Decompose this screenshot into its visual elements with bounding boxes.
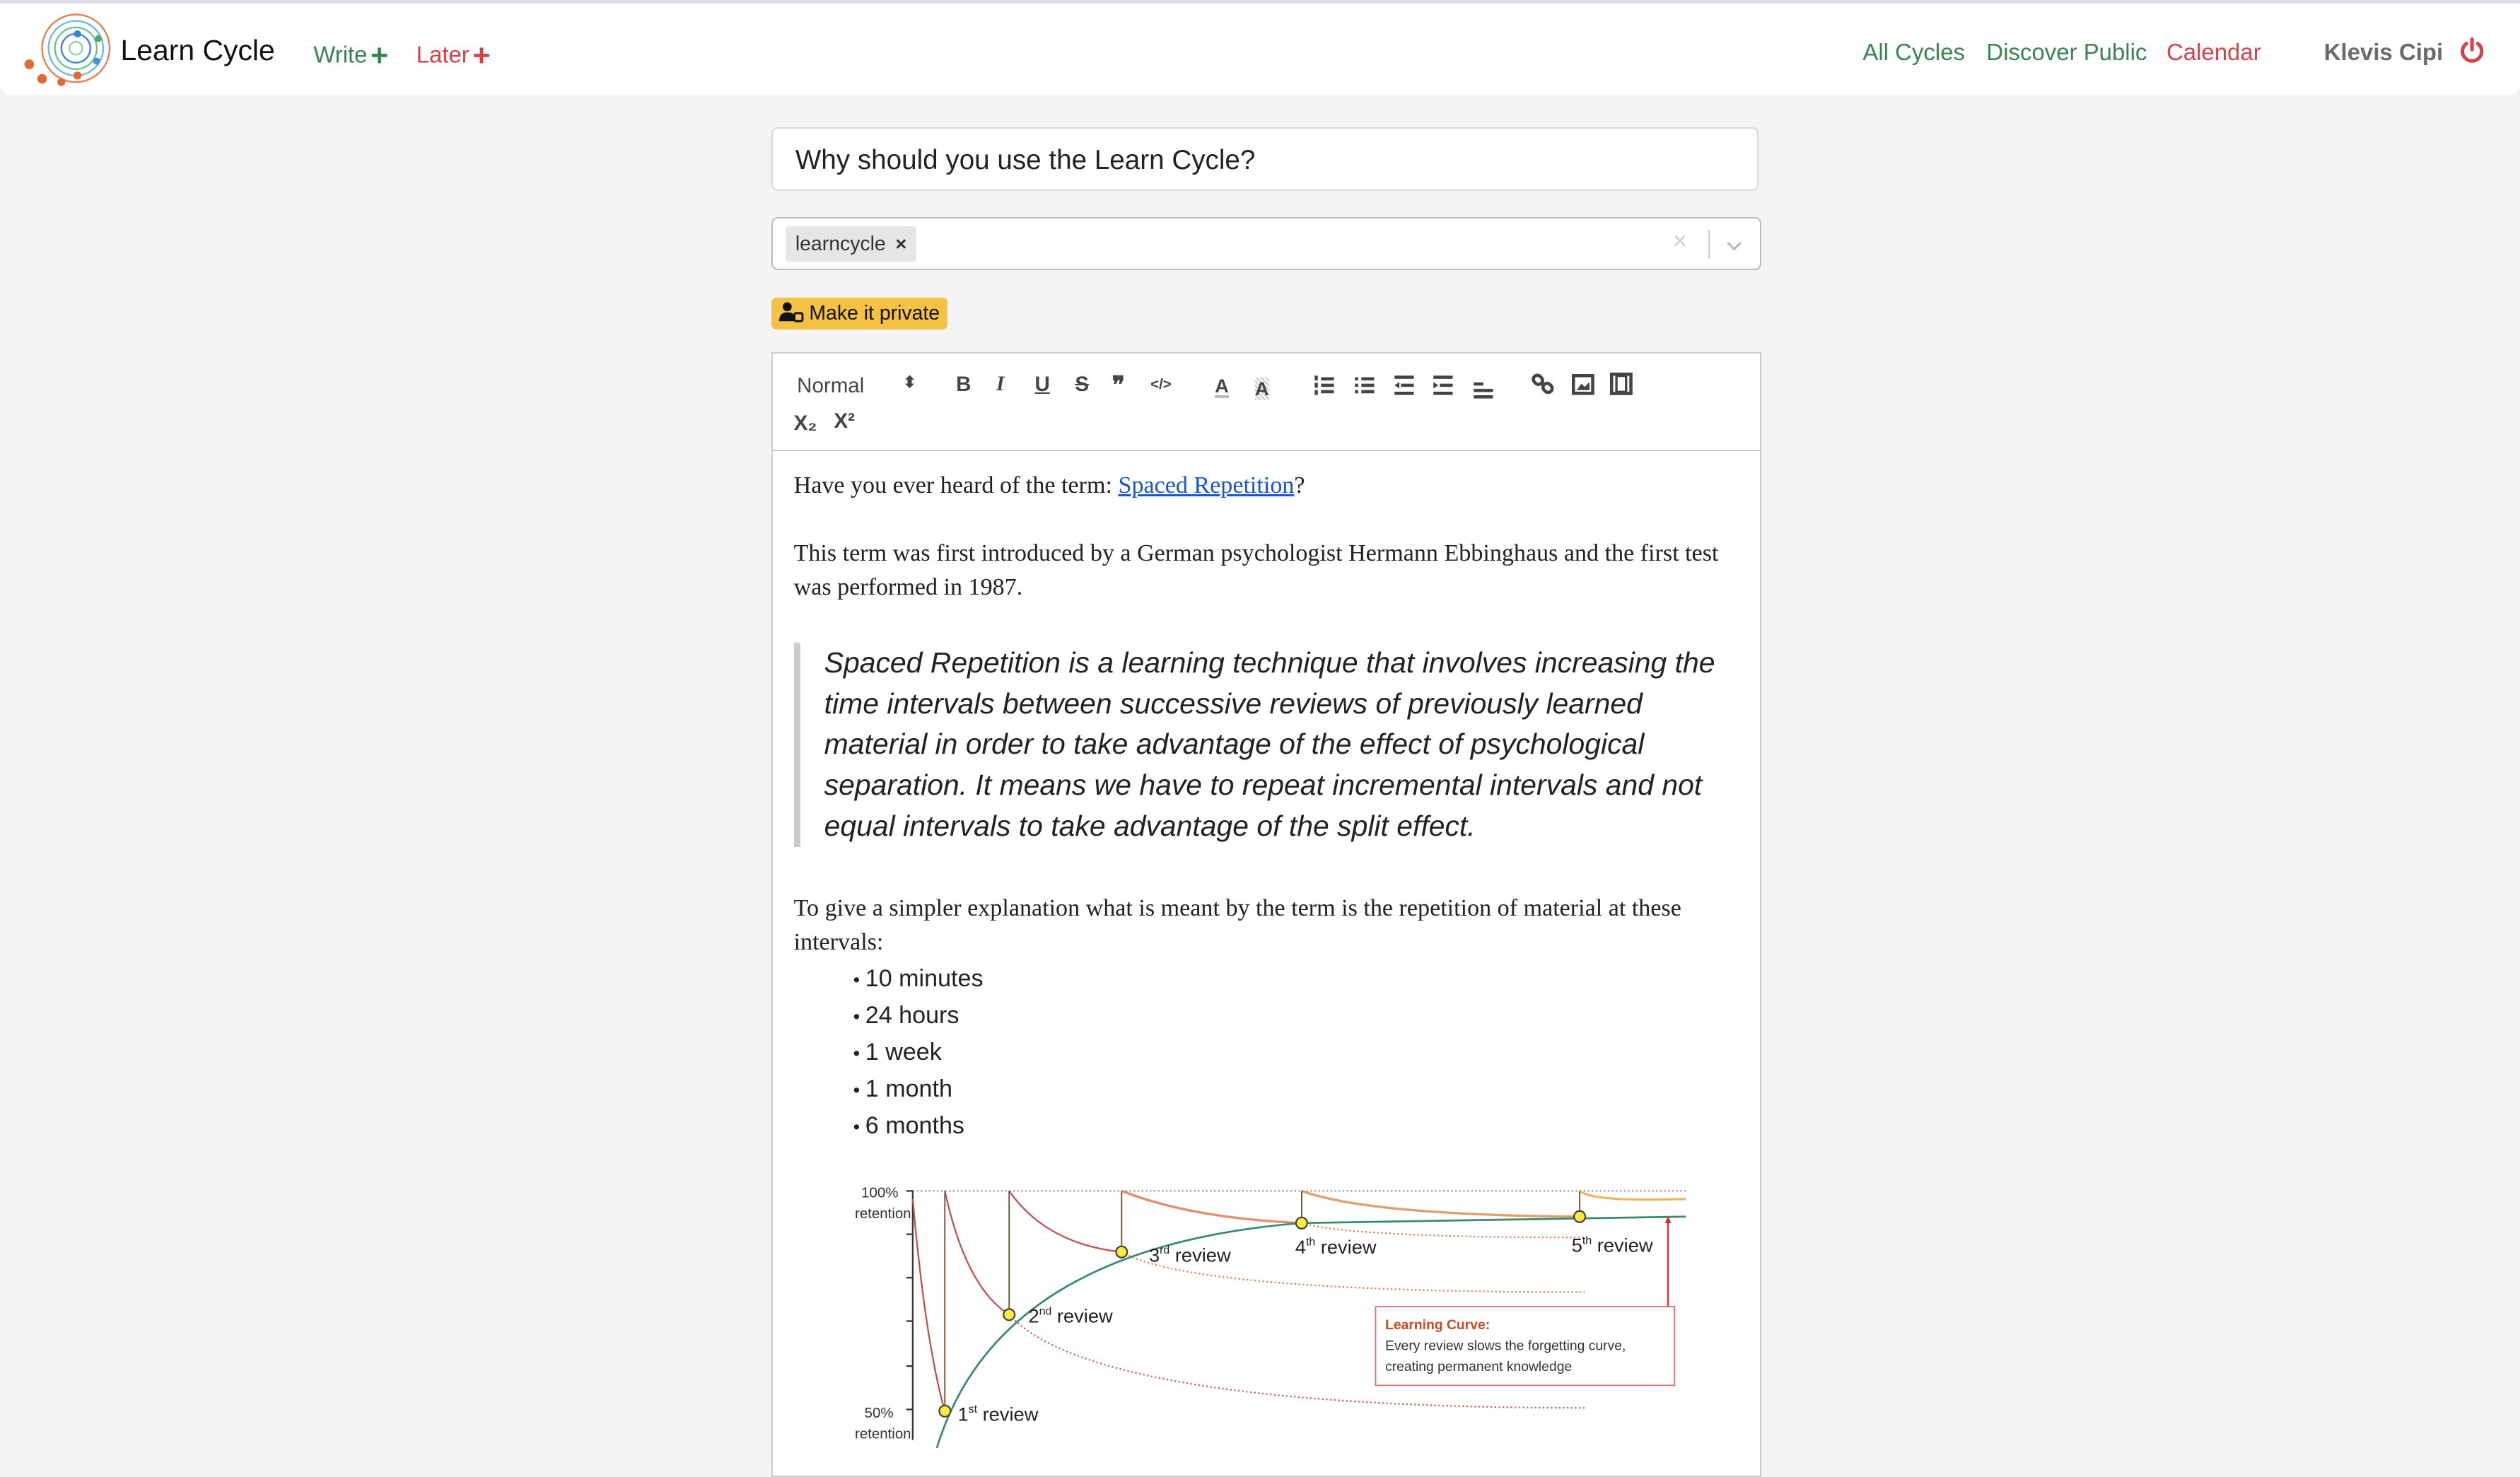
select-arrows-icon[interactable]: ⬍ (903, 373, 917, 392)
brand-name[interactable]: Learn Cycle (120, 33, 275, 66)
forgetting-curve (913, 1198, 945, 1411)
write-link[interactable] (313, 39, 388, 74)
paragraph: This term was first introduced by a German psychologist Hermann Ebbinghaus and the first test was performed in 1987. (793, 539, 1719, 600)
list-item: • 1 week (853, 1034, 984, 1071)
background-color-button[interactable]: A (1254, 377, 1269, 399)
image-icon[interactable] (1572, 374, 1594, 397)
ordered-list-icon[interactable] (1313, 374, 1336, 397)
user-lock-icon (779, 302, 803, 321)
text: ? (1294, 472, 1305, 499)
indent-icon[interactable] (1432, 374, 1454, 397)
link-icon[interactable] (1532, 373, 1554, 395)
subscript-button[interactable]: X₂ (793, 411, 817, 435)
underline-button[interactable]: U (1034, 373, 1050, 397)
chevron-down-icon[interactable] (1725, 230, 1744, 262)
editor-content[interactable] (794, 469, 1742, 604)
review-label-1: 1st review (957, 1403, 1039, 1425)
bullet-list-icon[interactable] (1353, 374, 1376, 397)
blockquote-button[interactable]: ❞ (1112, 371, 1125, 399)
tags-select[interactable] (771, 217, 1761, 270)
legend-line: creating permanent knowledge (1385, 1359, 1573, 1374)
paragraph: To give a simpler explanation what is meant by the term is the repetition of material at these intervals: (793, 895, 1681, 955)
review-label-4: 4th review (1295, 1235, 1377, 1258)
divider (1708, 230, 1710, 259)
text-color-button[interactable]: A (1215, 376, 1229, 398)
calendar-link[interactable]: Calendar (2166, 38, 2261, 65)
tag-label: learncycle (795, 233, 886, 256)
power-logout-icon[interactable] (2459, 37, 2485, 62)
learning-curve-image (837, 1183, 1689, 1440)
list-item: • 6 months (853, 1108, 984, 1145)
plus-icon: + (371, 38, 389, 73)
rich-text-editor (771, 352, 1761, 1477)
clear-tags-icon[interactable]: × (1672, 228, 1687, 255)
y-bottom-label: 50% (864, 1404, 894, 1421)
forgetting-curve (945, 1191, 1009, 1314)
outdent-icon[interactable] (1393, 374, 1416, 397)
align-icon[interactable] (1472, 378, 1495, 400)
forgetting-curve (1580, 1191, 1686, 1199)
learn-cycle-logo-icon[interactable] (21, 11, 111, 92)
later-label: Later (416, 41, 469, 67)
bold-button[interactable]: B (956, 373, 972, 397)
forgetting-curve (1009, 1191, 1121, 1251)
y-ticks (906, 1191, 913, 1409)
intervals-list (853, 961, 984, 1145)
top-border (0, 0, 2520, 4)
text: Have you ever heard of the term: (793, 472, 1119, 499)
strike-button[interactable]: S (1075, 373, 1090, 397)
navbar (0, 4, 2520, 95)
paragraph (794, 469, 1742, 503)
tag-chip (786, 226, 916, 262)
y-top-label: 100% (861, 1184, 899, 1201)
discover-public-link[interactable]: Discover Public (1986, 38, 2147, 65)
spaced-repetition-link[interactable]: Spaced Repetition (1118, 472, 1295, 499)
review-label-2: 2nd review (1028, 1304, 1113, 1327)
legend-title: Learning Curve: (1385, 1317, 1491, 1333)
blockquote: Spaced Repetition is a learning technique that involves increasing the time intervals between successive reviews of previously learned material in order to take advantage of the effect of psychological separation. It means we have to repeat incremental intervals and not equal intervals to take advantage of the split effect. (794, 643, 1742, 847)
user-name[interactable]: Klevis Cipi (2323, 38, 2444, 65)
list-item: • 1 month (853, 1071, 984, 1108)
forgetting-curve (1302, 1191, 1580, 1216)
italic-button[interactable]: I (996, 373, 1005, 396)
code-button[interactable]: </> (1150, 375, 1172, 392)
write-label: Write (313, 41, 368, 67)
video-icon[interactable] (1610, 373, 1633, 395)
superscript-button[interactable]: X² (834, 409, 855, 433)
format-select[interactable]: Normal (797, 374, 865, 398)
plus-icon: + (472, 38, 491, 73)
editor-toolbar (773, 354, 1760, 451)
make-private-button[interactable] (771, 298, 947, 329)
y-bottom-sub: retention (854, 1425, 911, 1442)
later-link[interactable] (416, 39, 491, 74)
review-label-3: 3rd review (1148, 1244, 1231, 1266)
tag-remove-icon[interactable]: × (895, 233, 907, 255)
forgetting-curve (1121, 1191, 1302, 1222)
all-cycles-link[interactable]: All Cycles (1862, 38, 1965, 65)
list-item: • 24 hours (853, 998, 984, 1034)
make-private-label: Make it private (809, 301, 940, 325)
legend-line: Every review slows the forgetting curve, (1385, 1338, 1626, 1354)
title-input[interactable]: Why should you use the Learn Cycle? (771, 127, 1758, 192)
review-label-5: 5th review (1571, 1234, 1653, 1256)
list-item: • 10 minutes (853, 961, 984, 998)
y-top-sub: retention (854, 1205, 911, 1222)
